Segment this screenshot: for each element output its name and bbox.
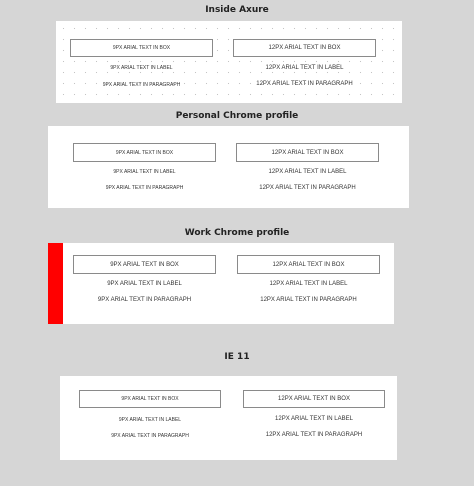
axure-canvas-panel [56, 21, 402, 103]
work-small-text-paragraph: 9PX ARIAL TEXT IN PARAGRAPH [97, 297, 192, 303]
section-title-work-chrome: Work Chrome profile [184, 228, 290, 238]
ie11-large-text-box: 12PX ARIAL TEXT IN BOX [243, 390, 385, 408]
axure-small-text-box: 9PX ARIAL TEXT IN BOX [70, 39, 213, 57]
ie11-small-text-paragraph: 9PX ARIAL TEXT IN PARAGRAPH [111, 433, 189, 439]
personal-small-text-paragraph: 9PX ARIAL TEXT IN PARAGRAPH [105, 185, 184, 191]
ie11-small-text-label: 9PX ARIAL TEXT IN LABEL [118, 417, 182, 423]
personal-chrome-panel [48, 126, 409, 208]
work-small-text-label: 9PX ARIAL TEXT IN LABEL [107, 281, 182, 287]
personal-small-text-label: 9PX ARIAL TEXT IN LABEL [113, 169, 176, 175]
ie11-large-text-paragraph: 12PX ARIAL TEXT IN PARAGRAPH [265, 432, 363, 438]
personal-large-text-label: 12PX ARIAL TEXT IN LABEL [268, 169, 347, 175]
axure-small-text-paragraph: 9PX ARIAL TEXT IN PARAGRAPH [102, 82, 181, 88]
axure-large-text-label: 12PX ARIAL TEXT IN LABEL [265, 65, 344, 71]
work-large-text-label: 12PX ARIAL TEXT IN LABEL [269, 281, 348, 287]
personal-small-text-box: 9PX ARIAL TEXT IN BOX [73, 143, 216, 162]
ie11-small-text-box: 9PX ARIAL TEXT IN BOX [79, 390, 221, 408]
axure-large-text-box: 12PX ARIAL TEXT IN BOX [233, 39, 376, 57]
axure-large-text-paragraph: 12PX ARIAL TEXT IN PARAGRAPH [256, 81, 353, 87]
section-title-axure: Inside Axure [205, 5, 269, 15]
work-small-text-box: 9PX ARIAL TEXT IN BOX [73, 255, 216, 274]
section-title-ie11: IE 11 [224, 352, 250, 362]
work-large-text-box: 12PX ARIAL TEXT IN BOX [237, 255, 380, 274]
section-title-personal-chrome: Personal Chrome profile [175, 111, 299, 121]
work-profile-accent-bar [48, 243, 63, 324]
work-large-text-paragraph: 12PX ARIAL TEXT IN PARAGRAPH [260, 297, 357, 303]
personal-large-text-paragraph: 12PX ARIAL TEXT IN PARAGRAPH [259, 185, 356, 191]
personal-large-text-box: 12PX ARIAL TEXT IN BOX [236, 143, 379, 162]
axure-small-text-label: 9PX ARIAL TEXT IN LABEL [110, 65, 173, 71]
ie11-large-text-label: 12PX ARIAL TEXT IN LABEL [275, 416, 353, 422]
